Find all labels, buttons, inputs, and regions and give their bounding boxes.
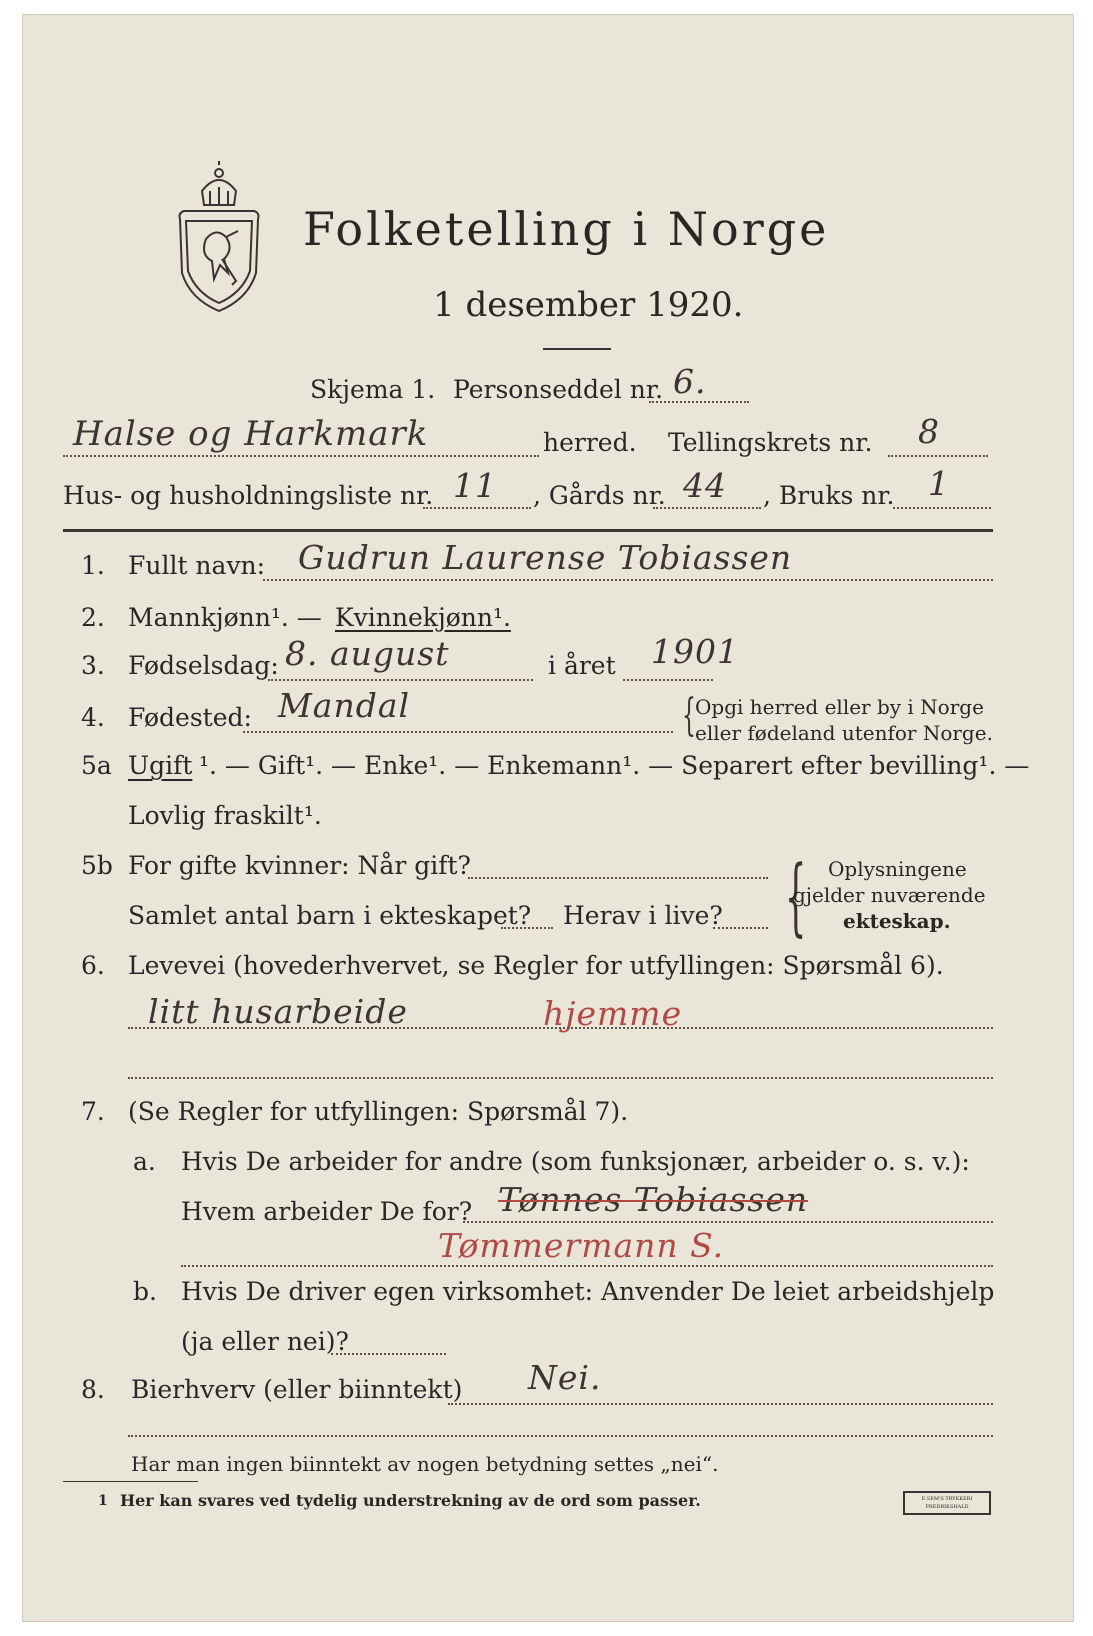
q6-occupation-red: hjemme [543, 994, 683, 1033]
q5b-when-married-label: For gifte kvinner: Når gift? [128, 851, 471, 880]
footer-separator [128, 1435, 993, 1437]
tellingskrets-label: Tellingskrets nr. [668, 428, 873, 457]
q8-label: Bierhverv (eller biinntekt) [131, 1375, 463, 1404]
q4-brace: { [682, 690, 696, 741]
q5b-children-label: Samlet antal barn i ekteskapet? [128, 901, 532, 930]
q5b-children-line [501, 927, 553, 929]
q3-year: 1901 [651, 632, 739, 671]
q5b-brace: { [785, 847, 807, 945]
q3-number: 3. [81, 651, 105, 680]
q7b-label-2: (ja eller nei)? [181, 1327, 349, 1356]
q4-label: Fødested: [128, 703, 252, 732]
q6-number: 6. [81, 951, 105, 980]
q5a-unmarried-option: Ugift [128, 751, 193, 780]
herred-line [63, 455, 539, 457]
q7a-letter: a. [133, 1147, 156, 1176]
hus-line [423, 507, 531, 509]
gards-label: , Gårds nr. [533, 481, 666, 510]
q7-label: (Se Regler for utfyllingen: Spørsmål 7). [128, 1097, 629, 1126]
census-form-sheet [22, 14, 1074, 1622]
herred-label: herred. [543, 428, 637, 457]
q7b-line [331, 1353, 446, 1355]
q4-number: 4. [81, 703, 105, 732]
q3-year-line [623, 679, 713, 681]
tellingskrets-value: 8 [918, 412, 940, 451]
form-title: Folketelling i Norge [303, 202, 830, 256]
q6-occupation: litt husarbeide [148, 992, 408, 1031]
q7a-employer-label: Hvem arbeider De for? [181, 1197, 473, 1226]
q5a-number: 5a [81, 751, 112, 780]
footnote-text: Her kan svares ved tydelig understrekning av de ord som passer. [120, 1491, 701, 1510]
q5b-when-married-line [468, 877, 768, 879]
q6-line1 [128, 1027, 993, 1029]
q6-label: Levevei (hovederhvervet, se Regler for utfyllingen: Spørsmål 6). [128, 951, 944, 980]
herred-value: Halse og Harkmark [73, 414, 429, 454]
header-divider [63, 529, 993, 532]
q8-value: Nei. [528, 1358, 602, 1397]
footnote-mark: 1 [98, 1493, 108, 1509]
hus-value: 11 [453, 466, 497, 505]
q1-line [263, 579, 993, 581]
footnote-rule [63, 1481, 198, 1482]
q3-birthday: 8. august [285, 634, 450, 673]
bruks-label: , Bruks nr. [763, 481, 895, 510]
q4-birthplace: Mandal [278, 686, 411, 725]
personseddel-line [649, 401, 749, 403]
q7b-label: Hvis De driver egen virksomhet: Anvender De leiet arbeidshjelp [181, 1277, 995, 1306]
q5b-note-line1: Oplysningene [828, 857, 967, 881]
tellingskrets-line [888, 455, 988, 457]
q4-note-line2: eller fødeland utenfor Norge. [695, 721, 993, 745]
q3-label: Fødselsdag: [128, 651, 279, 680]
q8-line [448, 1403, 993, 1405]
q3-line [268, 679, 533, 681]
q2-number: 2. [81, 603, 105, 632]
q6-line2 [128, 1077, 993, 1079]
q7a-employer-struck: Tønnes Tobiassen [498, 1180, 809, 1219]
footer-note: Har man ingen biinntekt av nogen betydning settes „nei“. [131, 1452, 719, 1476]
gards-line [653, 507, 761, 509]
coat-of-arms-icon [176, 161, 262, 315]
q5b-note-line2: gjelder nuværende [793, 883, 986, 907]
q5b-alive-line [713, 927, 768, 929]
q7a-line2 [181, 1265, 993, 1267]
q2-male-option: Mannkjønn¹. — [128, 603, 322, 632]
q7-number: 7. [81, 1097, 105, 1126]
printer-stamp: E.SEM'S TRYKKERI FREDRIKSHALD [903, 1491, 991, 1515]
q7a-employer-line [463, 1221, 993, 1223]
personseddel-label: Personseddel nr. [453, 375, 664, 404]
q7b-letter: b. [133, 1277, 157, 1306]
q5b-alive-label: Herav i live? [563, 901, 723, 930]
form-date: 1 desember 1920. [433, 285, 744, 325]
q8-number: 8. [81, 1375, 105, 1404]
q4-note-line1: Opgi herred eller by i Norge [695, 695, 984, 719]
q5a-other-options: ¹. — Gift¹. — Enke¹. — Enkemann¹. — Separert efter bevilling¹. — [199, 751, 1030, 780]
q1-full-name: Gudrun Laurense Tobiassen [298, 538, 793, 577]
gards-value: 44 [683, 466, 727, 505]
q1-number: 1. [81, 551, 105, 580]
skjema-label: Skjema 1. [310, 375, 436, 404]
bruks-line [893, 507, 991, 509]
q2-female-option: Kvinnekjønn¹. [335, 603, 511, 632]
q7a-employer-red: Tømmermann S. [438, 1226, 725, 1265]
title-rule [543, 348, 611, 350]
q4-line [243, 731, 673, 733]
q7a-label: Hvis De arbeider for andre (som funksjonær, arbeider o. s. v.): [181, 1147, 970, 1176]
bruks-value: 1 [928, 464, 950, 503]
q5b-note-line3: ekteskap. [843, 909, 951, 933]
q5b-number: 5b [81, 851, 113, 880]
personseddel-value: 6. [673, 362, 707, 401]
hus-label: Hus- og husholdningsliste nr. [63, 481, 434, 510]
q5a-divorced-option: Lovlig fraskilt¹. [128, 801, 322, 830]
q3-year-label: i året [548, 651, 616, 680]
q1-label: Fullt navn: [128, 551, 266, 580]
